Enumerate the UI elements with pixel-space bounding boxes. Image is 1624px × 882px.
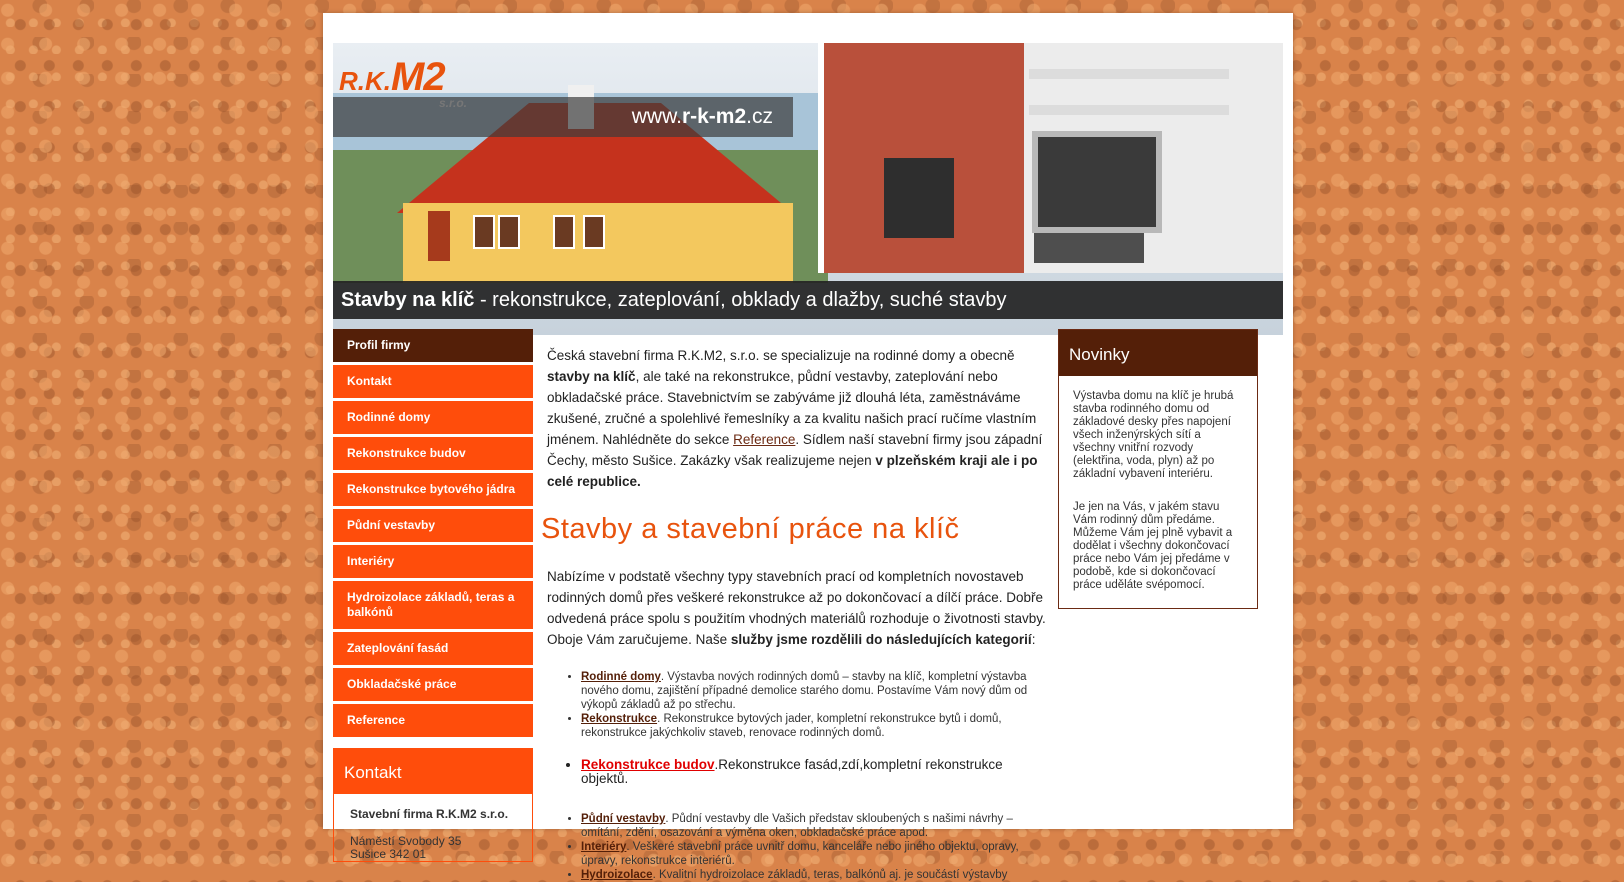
tv-stand-shape (1034, 233, 1144, 263)
fireplace-opening (884, 158, 954, 238)
reference-link[interactable]: Reference (733, 432, 796, 447)
window-shape (473, 215, 495, 249)
services-list (541, 670, 1051, 882)
left-column (333, 329, 533, 862)
list-item: • Rekonstrukce. Rekonstrukce bytových jader, kompletní rekonstrukce bytů i domů, rekonstrukce jakýchkoliv staveb, renovace rodinných domů. (581, 712, 1051, 740)
list-item: • Rekonstrukce budov.Rekonstrukce fasád,zdí,kompletní rekonstrukce objektů. (581, 758, 1051, 786)
window-shape (553, 215, 575, 249)
contact-company: Stavební firma R.K.M2 s.r.o. (350, 807, 509, 821)
nav-item-rekonstrukce-budov[interactable]: Rekonstrukce budov (333, 437, 533, 471)
news-title: Novinky (1059, 330, 1257, 376)
nav-item-pudni-vestavby[interactable]: Půdní vestavby (333, 509, 533, 543)
nav-item-rekonstrukce-bytoveho-jadra[interactable]: Rekonstrukce bytového jádra (333, 473, 533, 507)
shelf-shape (1029, 105, 1229, 115)
main-content (541, 345, 1051, 882)
list-item: • Interiéry. Veškeré stavební práce uvnitř domu, kanceláře nebo jiného objektu, opravy, úpravy, rekonstrukce interiérů. (581, 840, 1051, 868)
shelf-shape (1029, 69, 1229, 79)
website-url: www.r-k-m2.cz (333, 97, 793, 137)
contact-city: Sušice 342 01 (350, 847, 427, 861)
contact-title: Kontakt (334, 748, 532, 794)
news-box (1058, 329, 1258, 609)
news-body (1059, 376, 1257, 608)
intro-paragraph: Česká stavební firma R.K.M2, s.r.o. se specializuje na rodinné domy a obecně stavby na klíč, ale také na rekonstrukce, půdní vestavby, zateplování nebo obkladačské práce. Stavebnictvím se zabýváme již dlouhá léta, zaměstnáváme zkušené, zručné a spolehlivé řemeslníky a za kvalitu našich prací ručíme vlastním jménem. Nahlédněte do sekce Reference. Sídlem naší stavební firmy jsou západní Čechy, město Sušice. Zakázky však realizujeme nejen v plzeňském kraji ale i po celé republice. (547, 348, 1043, 489)
contact-body (334, 794, 532, 861)
nav-item-zateplovani-fasad[interactable]: Zateplování fasád (333, 632, 533, 666)
nav-item-kontakt[interactable]: Kontakt (333, 365, 533, 399)
main-nav (333, 329, 533, 738)
nav-item-rodinne-domy[interactable]: Rodinné domy (333, 401, 533, 435)
service-link-hydroizolace[interactable]: Hydroizolace (581, 869, 653, 881)
logo[interactable]: R.K.M2 s.r.o. (339, 55, 468, 110)
contact-box (333, 748, 533, 862)
list-item: • Rodinné domy. Výstavba nových rodinných domů – stavby na klíč, kompletní výstavba nového domu, zajištění případné demolice starého domu. Postavíme Vám nový dům od výkopů základů až po střechu. (581, 670, 1051, 712)
header-banner (333, 43, 1283, 335)
tv-shape (1032, 131, 1162, 233)
services-paragraph: Nabízíme v podstatě všechny typy stavebních prací od kompletních novostaveb rodinných domů přes veškeré rekonstrukce až po dokončovací a dílčí práce. Dobře odvedená práce spolu s použitím vhodných materiálů rozhoduje o životnosti stavby. Oboje Vám zaručujeme. Naše služby jsme rozdělili do následujících kategorií: (547, 569, 1046, 647)
nav-item-hydroizolace[interactable]: Hydroizolace základů, teras a balkónů (333, 581, 533, 630)
service-link-rodinne-domy[interactable]: Rodinné domy (581, 671, 661, 683)
nav-item-obkladacske-prace[interactable]: Obkladačské práce (333, 668, 533, 702)
news-paragraph: Je jen na Vás, v jakém stavu Vám rodinný dům předáme. Můžeme Vám jej plně vybavit a dodělat i všechny dokončovací práce nebo Vám jej předáme v podobě, kde si dokončovací práce uděláte svépomocí. (1073, 501, 1233, 591)
news-paragraph: Výstavba domu na klíč je hrubá stavba rodinného domu od základové desky přes napojení všech inženýrských sítí a všechny vnitřní rozvody (elektřina, voda, plyn) až po základní vybavení interiéru. (1073, 390, 1234, 480)
slogan: Stavby na klíč - rekonstrukce, zateplování, obklady a dlažby, suché stavby (333, 281, 1283, 319)
page-heading: Stavby a stavební práce na klíč (541, 513, 960, 545)
right-column (1058, 329, 1258, 609)
page (323, 13, 1293, 881)
door-shape (428, 211, 450, 261)
list-item: • Hydroizolace. Kvalitní hydroizolace základů, teras, balkónů aj. je součástí výstavby (581, 868, 1051, 882)
service-link-pudni-vestavby[interactable]: Půdní vestavby (581, 813, 666, 825)
window-shape (583, 215, 605, 249)
service-link-rekonstrukce-budov[interactable]: Rekonstrukce budov (581, 757, 715, 772)
nav-item-interiery[interactable]: Interiéry (333, 545, 533, 579)
nav-item-reference[interactable]: Reference (333, 704, 533, 738)
service-link-interiery[interactable]: Interiéry (581, 841, 627, 853)
list-item: • Půdní vestavby. Půdní vestavby dle Vašich představ skloubených s našimi návrhy – omítání, zdění, osazování a výměna oken, obkladačské práce apod. (581, 812, 1051, 840)
service-link-rekonstrukce[interactable]: Rekonstrukce (581, 713, 658, 725)
window-shape (498, 215, 520, 249)
nav-item-profil-firmy[interactable]: Profil firmy (333, 329, 533, 363)
contact-street: Náměstí Svobody 35 (350, 834, 462, 848)
interior-photo (818, 43, 1283, 273)
